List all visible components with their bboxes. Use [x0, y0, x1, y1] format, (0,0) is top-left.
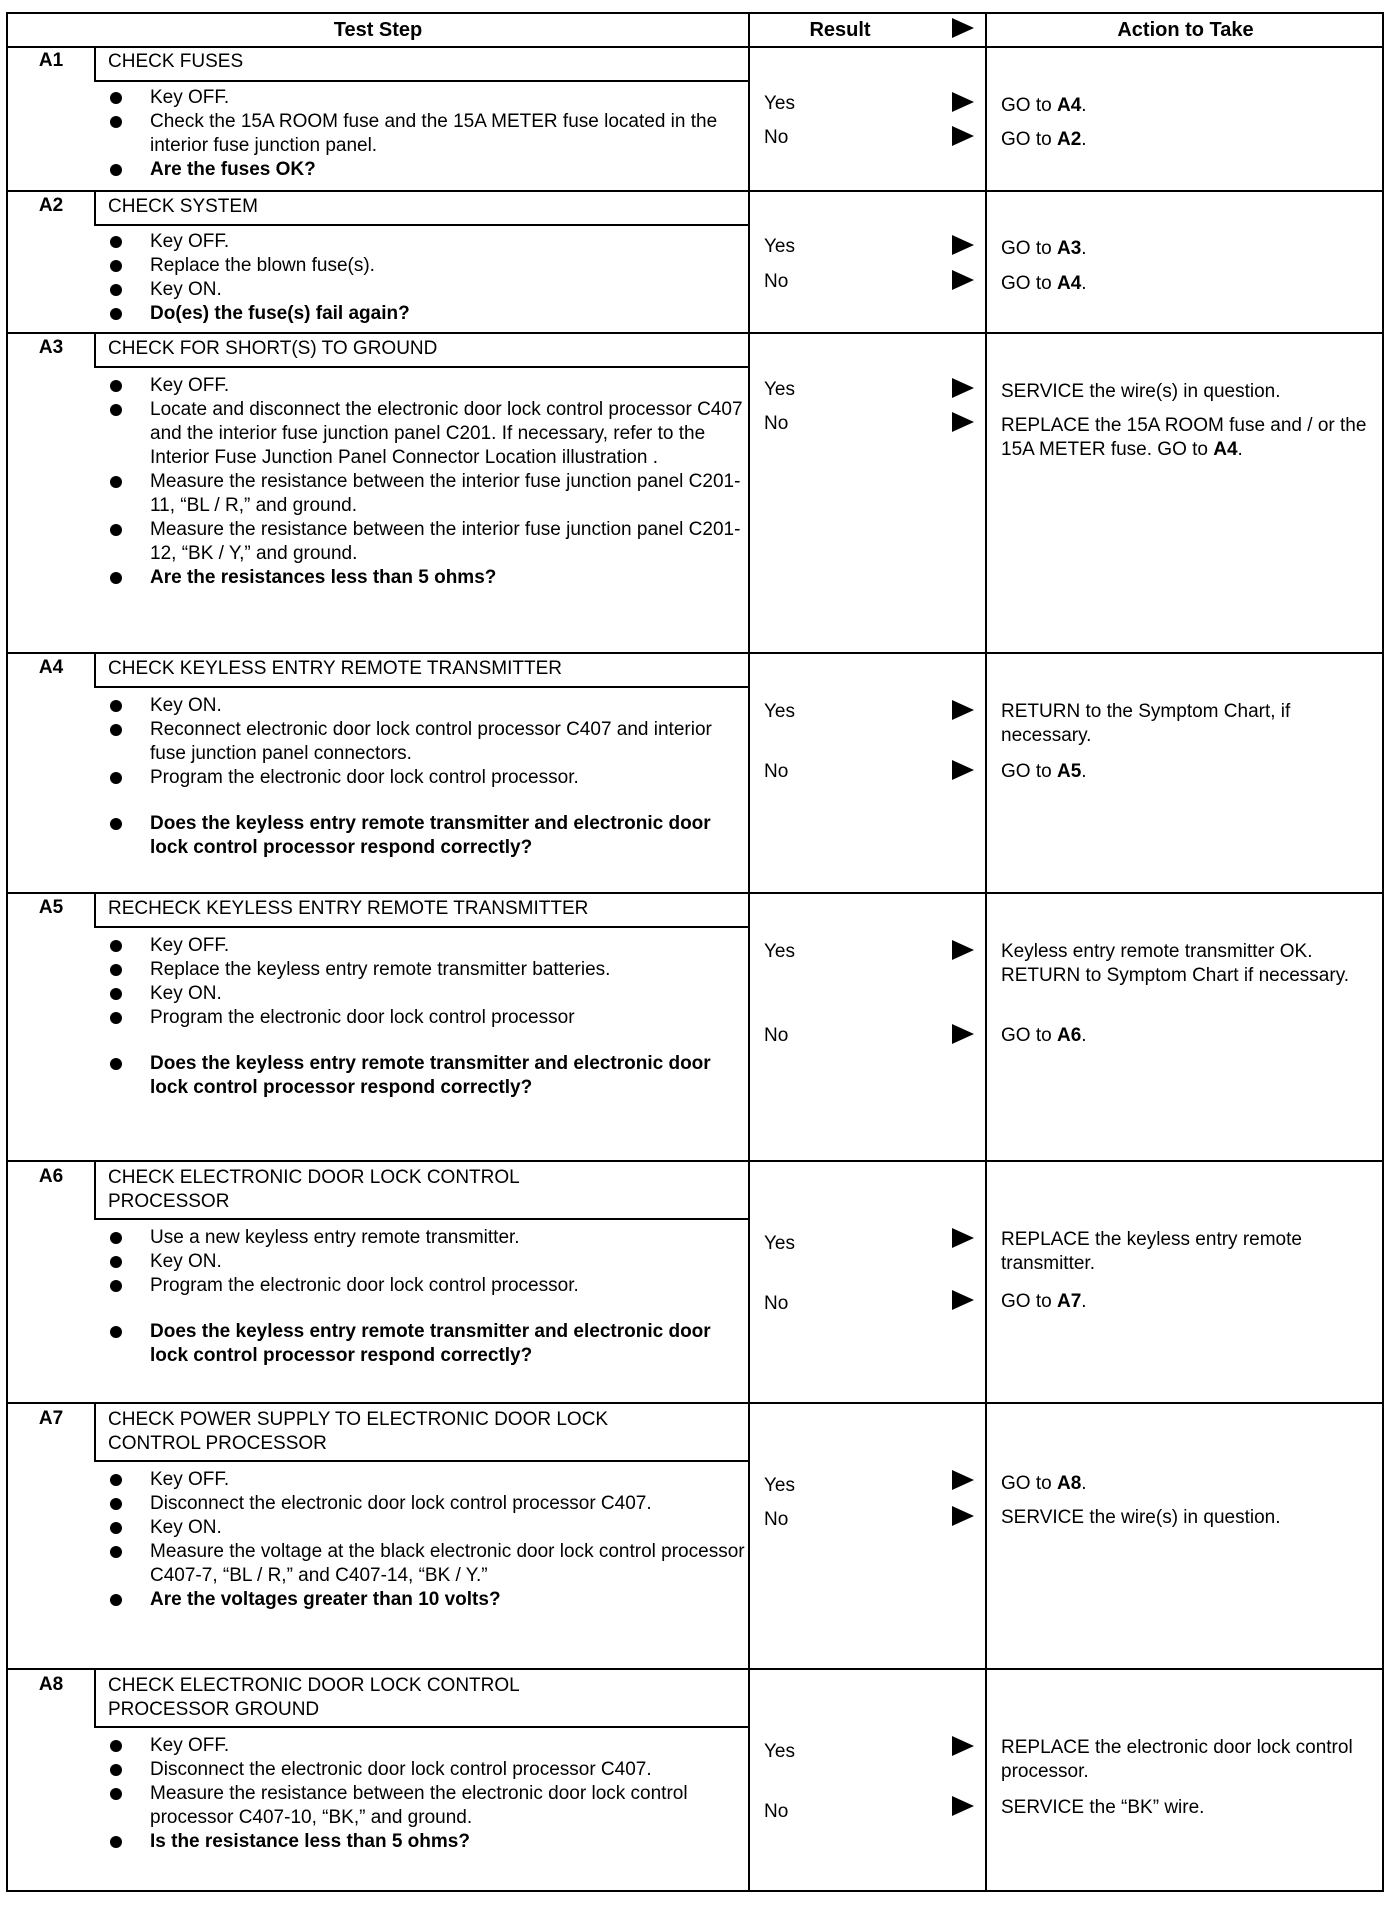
title-underline [94, 1218, 748, 1220]
result-no: No [764, 761, 789, 782]
step-question: Does the keyless entry remote transmitter and electronic door lock control processor respond correctly? [108, 812, 748, 860]
bullet-icon [110, 772, 122, 784]
bullet-icon [110, 1522, 122, 1534]
result-yes: Yes [764, 1475, 795, 1496]
step-item: Key OFF. [108, 374, 748, 398]
title-underline [94, 926, 748, 928]
title-underline [94, 686, 748, 688]
bullet-icon [110, 1326, 122, 1338]
result-arrow-icon [952, 1506, 974, 1526]
step-item: Key ON. [108, 694, 748, 718]
bullet-icon [110, 1836, 122, 1848]
result-arrow-icon [952, 126, 974, 146]
step-title: CHECK FOR SHORT(S) TO GROUND [108, 338, 438, 359]
step-item: Use a new keyless entry remote transmitter. [108, 1226, 748, 1250]
step-item: Replace the blown fuse(s). [108, 254, 748, 278]
step-item: Reconnect electronic door lock control processor C407 and interior fuse junction panel connectors. [108, 718, 748, 766]
result-yes: Yes [764, 1741, 795, 1762]
action-no: SERVICE the wire(s) in question. [1001, 1507, 1281, 1528]
step-id: A6 [38, 1166, 64, 1187]
id-divider [94, 332, 96, 366]
step-items [108, 1734, 748, 1854]
step-title: RECHECK KEYLESS ENTRY REMOTE TRANSMITTER [108, 898, 589, 919]
step-id: A3 [38, 337, 64, 358]
title-underline [94, 1726, 748, 1728]
step-title: CHECK ELECTRONIC DOOR LOCK CONTROL PROCESSOR [108, 1167, 520, 1212]
result-no: No [764, 1025, 789, 1046]
header-result: Result [809, 19, 871, 41]
step-item: Key ON. [108, 982, 748, 1006]
action-yes: Keyless entry remote transmitter OK. RETURN to Symptom Chart if necessary. [1001, 941, 1350, 986]
step-item: Check the 15A ROOM fuse and the 15A METER fuse located in the interior fuse junction panel. [108, 110, 748, 158]
step-question: Is the resistance less than 5 ohms? [108, 1830, 748, 1854]
step-question: Are the voltages greater than 10 volts? [108, 1588, 748, 1612]
step-id: A2 [38, 195, 64, 216]
header-arrow-icon [952, 18, 974, 38]
step-id: A8 [38, 1674, 64, 1695]
step-item: Key ON. [108, 1516, 748, 1540]
action-no: GO to A6. [1001, 1025, 1087, 1046]
bullet-icon [110, 260, 122, 272]
bullet-icon [110, 724, 122, 736]
step-item: Disconnect the electronic door lock control processor C407. [108, 1758, 748, 1782]
action-no: REPLACE the 15A ROOM fuse and / or the 15A METER fuse. GO to A4. [1001, 415, 1367, 460]
result-arrow-icon [952, 1228, 974, 1248]
result-arrow-icon [952, 1470, 974, 1490]
bullet-icon [110, 1546, 122, 1558]
step-items [108, 230, 748, 326]
bullet-icon [110, 572, 122, 584]
result-yes: Yes [764, 701, 795, 722]
header-action: Action to Take [1117, 19, 1254, 41]
bullet-icon [110, 284, 122, 296]
step-id: A5 [38, 897, 64, 918]
bullet-icon [110, 818, 122, 830]
step-item: Program the electronic door lock control processor. [108, 766, 748, 790]
row-divider [8, 1402, 1382, 1404]
action-no: SERVICE the “BK” wire. [1001, 1797, 1205, 1818]
action-yes: GO to A3. [1001, 238, 1087, 259]
step-title: CHECK SYSTEM [108, 196, 258, 217]
result-no: No [764, 1801, 789, 1822]
action-no: GO to A2. [1001, 129, 1087, 150]
step-item: Key OFF. [108, 1734, 748, 1758]
action-no: GO to A5. [1001, 761, 1087, 782]
row-divider [8, 46, 1382, 48]
id-divider [94, 892, 96, 926]
action-yes: SERVICE the wire(s) in question. [1001, 381, 1281, 402]
step-items [108, 934, 748, 1100]
step-item: Measure the resistance between the interior fuse junction panel C201-11, “BL / R,” and ground. [108, 470, 748, 518]
action-yes: REPLACE the electronic door lock control processor. [1001, 1737, 1353, 1782]
step-items [108, 1468, 748, 1612]
step-title: CHECK POWER SUPPLY TO ELECTRONIC DOOR LOCK CONTROL PROCESSOR [108, 1409, 609, 1454]
step-id: A7 [38, 1408, 64, 1429]
bullet-icon [110, 1256, 122, 1268]
col-divider-step [748, 14, 750, 1890]
id-divider [94, 190, 96, 224]
result-yes: Yes [764, 93, 795, 114]
row-divider [8, 1668, 1382, 1670]
bullet-icon [110, 116, 122, 128]
step-title: CHECK KEYLESS ENTRY REMOTE TRANSMITTER [108, 658, 562, 679]
id-divider [94, 1402, 96, 1460]
bullet-icon [110, 476, 122, 488]
step-id: A1 [38, 50, 64, 71]
bullet-icon [110, 988, 122, 1000]
action-yes: GO to A4. [1001, 95, 1087, 116]
row-divider [8, 892, 1382, 894]
result-no: No [764, 1293, 789, 1314]
id-divider [94, 1160, 96, 1218]
result-no: No [764, 413, 789, 434]
result-yes: Yes [764, 941, 795, 962]
bullet-icon [110, 1764, 122, 1776]
step-item: Locate and disconnect the electronic door lock control processor C407 and the interior fuse junction panel C201. If necessary, refer to the Interior Fuse Junction Panel Connector Location illustration . [108, 398, 748, 470]
bullet-icon [110, 92, 122, 104]
row-divider [8, 190, 1382, 192]
bullet-icon [110, 1788, 122, 1800]
result-arrow-icon [952, 1024, 974, 1044]
bullet-icon [110, 1232, 122, 1244]
id-divider [94, 1668, 96, 1726]
step-question: Are the fuses OK? [108, 158, 748, 182]
bullet-icon [110, 1012, 122, 1024]
step-item: Measure the voltage at the black electronic door lock control processor C407-7, “BL / R,” and C407-14, “BK / Y.” [108, 1540, 748, 1588]
step-question: Does the keyless entry remote transmitter and electronic door lock control processor respond correctly? [108, 1052, 748, 1100]
step-items [108, 1226, 748, 1368]
result-yes: Yes [764, 1233, 795, 1254]
result-arrow-icon [952, 412, 974, 432]
bullet-icon [110, 1280, 122, 1292]
result-no: No [764, 271, 789, 292]
step-title: CHECK ELECTRONIC DOOR LOCK CONTROL PROCESSOR GROUND [108, 1675, 520, 1720]
bullet-icon [110, 940, 122, 952]
header-test-step: Test Step [333, 19, 423, 41]
result-arrow-icon [952, 940, 974, 960]
bullet-icon [110, 164, 122, 176]
result-arrow-icon [952, 1736, 974, 1756]
step-item: Replace the keyless entry remote transmitter batteries. [108, 958, 748, 982]
result-arrow-icon [952, 235, 974, 255]
title-underline [94, 224, 748, 226]
row-divider [8, 1160, 1382, 1162]
bullet-icon [110, 700, 122, 712]
step-item: Key ON. [108, 278, 748, 302]
result-no: No [764, 127, 789, 148]
result-arrow-icon [952, 1796, 974, 1816]
step-item: Disconnect the electronic door lock control processor C407. [108, 1492, 748, 1516]
step-item: Program the electronic door lock control processor [108, 1006, 748, 1030]
step-item: Measure the resistance between the interior fuse junction panel C201-12, “BK / Y,” and ground. [108, 518, 748, 566]
diagnostic-table [6, 12, 1384, 1892]
step-question: Are the resistances less than 5 ohms? [108, 566, 748, 590]
result-no: No [764, 1509, 789, 1530]
bullet-icon [110, 1474, 122, 1486]
action-yes: RETURN to the Symptom Chart, if necessary. [1001, 701, 1291, 746]
step-items [108, 694, 748, 860]
title-underline [94, 1460, 748, 1462]
step-item: Measure the resistance between the electronic door lock control processor C407-10, “BK,” and ground. [108, 1782, 748, 1830]
bullet-icon [110, 380, 122, 392]
step-item: Key ON. [108, 1250, 748, 1274]
bullet-icon [110, 524, 122, 536]
bullet-icon [110, 1594, 122, 1606]
step-title: CHECK FUSES [108, 51, 244, 72]
result-arrow-icon [952, 92, 974, 112]
bullet-icon [110, 1740, 122, 1752]
result-arrow-icon [952, 378, 974, 398]
result-yes: Yes [764, 236, 795, 257]
bullet-icon [110, 308, 122, 320]
id-divider [94, 652, 96, 686]
row-divider [8, 332, 1382, 334]
step-item: Key OFF. [108, 86, 748, 110]
row-divider [8, 652, 1382, 654]
result-arrow-icon [952, 270, 974, 290]
result-arrow-icon [952, 760, 974, 780]
action-no: GO to A4. [1001, 273, 1087, 294]
result-arrow-icon [952, 1290, 974, 1310]
bullet-icon [110, 964, 122, 976]
action-yes: REPLACE the keyless entry remote transmitter. [1001, 1229, 1302, 1274]
step-item: Key OFF. [108, 1468, 748, 1492]
step-item: Program the electronic door lock control processor. [108, 1274, 748, 1298]
step-question: Does the keyless entry remote transmitter and electronic door lock control processor respond correctly? [108, 1320, 748, 1368]
step-item: Key OFF. [108, 230, 748, 254]
result-yes: Yes [764, 379, 795, 400]
step-id: A4 [38, 657, 64, 678]
step-items [108, 374, 748, 590]
action-yes: GO to A8. [1001, 1473, 1087, 1494]
title-underline [94, 80, 748, 82]
col-divider-result [985, 14, 987, 1890]
title-underline [94, 366, 748, 368]
bullet-icon [110, 1498, 122, 1510]
step-question: Do(es) the fuse(s) fail again? [108, 302, 748, 326]
result-arrow-icon [952, 700, 974, 720]
bullet-icon [110, 236, 122, 248]
bullet-icon [110, 1058, 122, 1070]
bullet-icon [110, 404, 122, 416]
action-no: GO to A7. [1001, 1291, 1087, 1312]
step-items [108, 86, 748, 182]
id-divider [94, 46, 96, 80]
step-item: Key OFF. [108, 934, 748, 958]
